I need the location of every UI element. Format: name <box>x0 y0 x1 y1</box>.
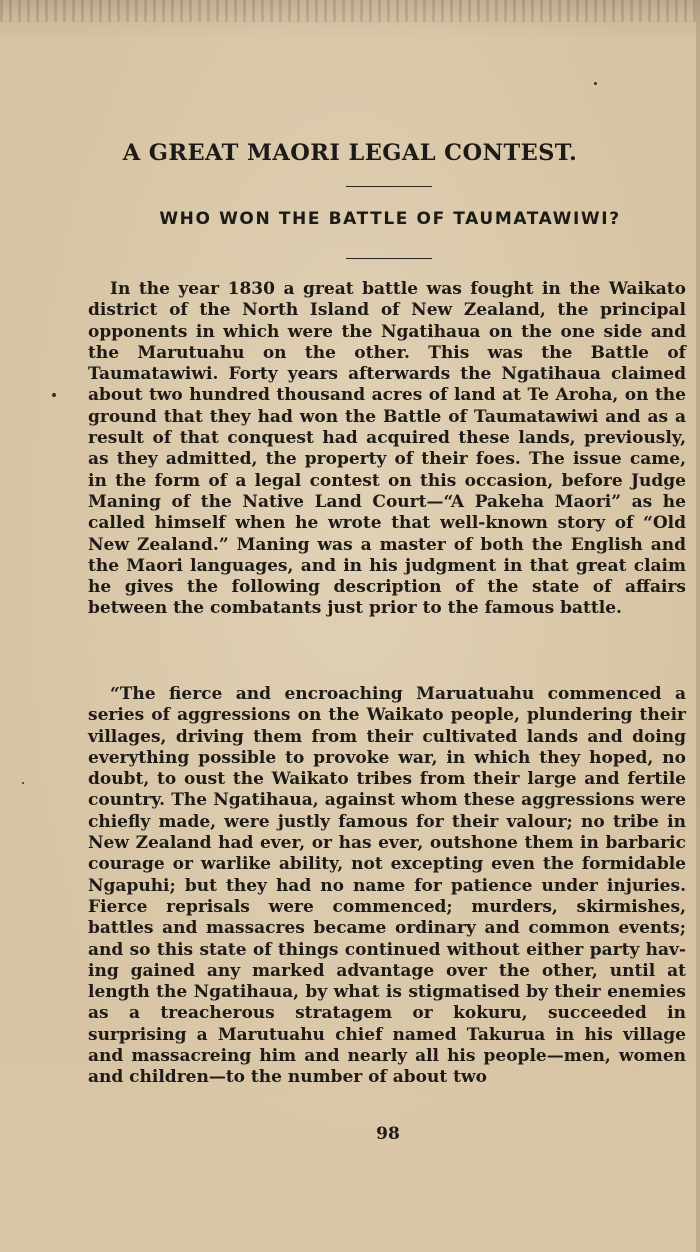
page-subtitle: WHO WON THE BATTLE OF TAUMATAWIWI? <box>159 209 621 229</box>
ink-speck <box>22 782 24 784</box>
paragraph-1: In the year 1830 a great battle was fought in the Waikato district of the North Island of New Zealand, the principal opponents in which were the Ngatihaua on the one side and the Marutuahu on the other. This was the Battle of Taumatawiwi. Forty years afterwards the Ngatihaua claimed about two hundred thousand acres of land at Te Aroha, on the ground that they had won the Battle of Taumatawiwi and as a result of that conquest had acquired these lands, previously, as they admitted, the property of their foes. The issue came, in the form of a legal contest on this occasion, before Judge Maning of the Native Land Court—“A Pakeha Maori” as he called himself when he wrote that well-known story of “Old New Zealand.” Maning was a master of both the English and the Maori languages, and in his judgment in that great claim he gives the following description of the state of affairs between the combatants just prior to the famous battle. <box>88 279 686 619</box>
paragraph-2: “The fierce and encroaching Maruatuahu commenced a series of aggressions on the Waikato people, plundering their villages, driving them from their cultivated lands and doing everything possible to provoke war, in which they hoped, no doubt, to oust the Waikato tribes from their large and fertile country. The Ngatihaua, against whom these aggressions were chiefly made, were justly famous for their valour; no tribe in New Zealand had ever, or has ever, outshone them in barbaric courage or warlike ability, not excepting even the formidable Ngapuhi; but they had no name for patience under injuries. Fierce reprisals were commenced; murders, skirmishes, battles and massacres became ordinary and common events; and so this state of things continued without either party having gained any marked advantage over the other, until at length the Ngatihaua, by what is stigmatised by their enemies as a treacherous stratagem or kokuru, succeeded in surprising a Marutuahu chief named Takurua in his village and massacreing him and nearly all his people—men, women and children—to the number of about two <box>88 684 686 1088</box>
title-divider <box>346 186 432 187</box>
page-title: A GREAT MAORI LEGAL CONTEST. <box>122 140 578 166</box>
ink-speck <box>52 393 56 397</box>
page-number: 98 <box>376 1124 400 1144</box>
ink-speck <box>594 82 597 85</box>
subtitle-divider <box>346 258 432 259</box>
